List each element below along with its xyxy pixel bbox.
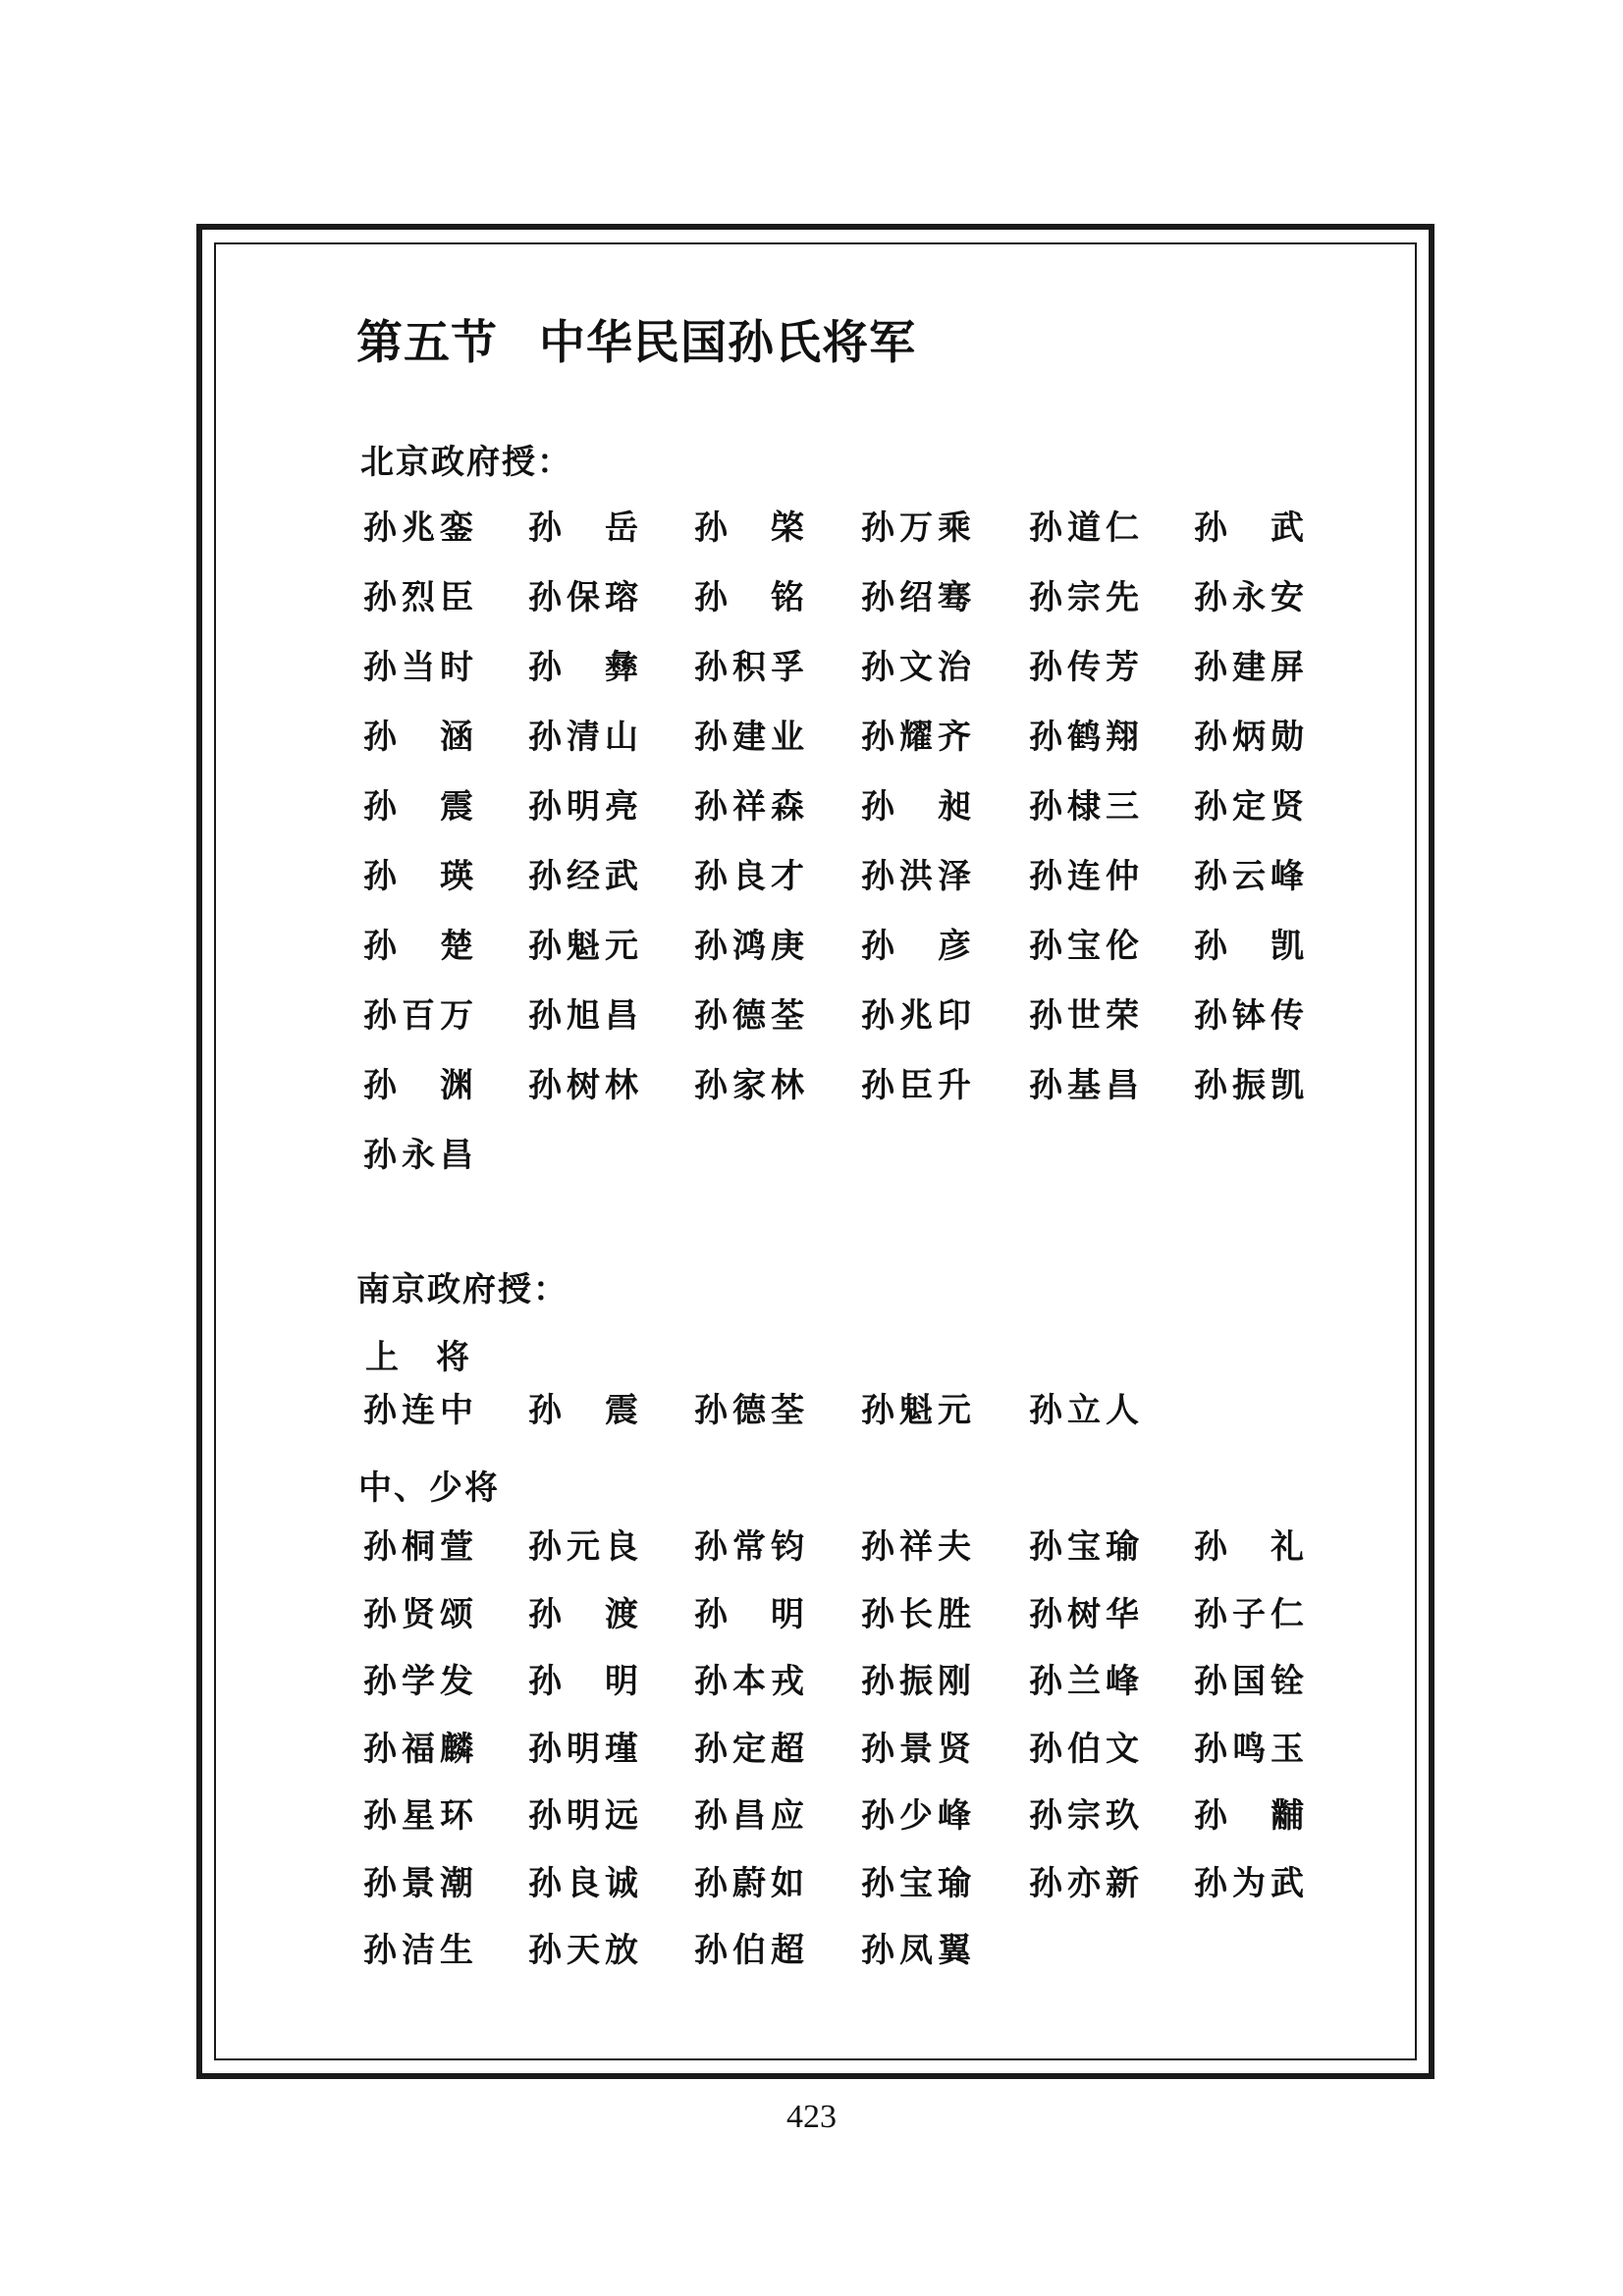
name-entry: 孙 凤 翼 [861,1931,971,1970]
name-entry: 孙 洪 泽 [861,857,971,896]
name-entry: 孙 凯 [1194,927,1304,966]
beijing-heading: 北京政府授： [360,443,572,482]
name-entry: 孙 宝 瑜 [861,1863,971,1903]
name-entry: 孙 良 才 [694,857,804,896]
name-entry: 孙 明 [528,1662,638,1701]
name-entry: 孙 建 屏 [1194,648,1304,687]
name-entry: 孙 渊 [363,1066,473,1105]
name-entry: 孙 德 荃 [694,996,804,1036]
name-entry: 孙 礼 [1194,1527,1304,1567]
name-entry: 孙 旭 昌 [528,996,638,1036]
name-entry: 孙 振 刚 [861,1662,971,1701]
name-entry: 孙 文 治 [861,648,971,687]
name-entry: 孙 瑛 [363,857,473,896]
name-entry: 孙 涵 [363,718,473,757]
page-number: 423 [786,2099,837,2135]
name-entry: 孙 建 业 [694,718,804,757]
section-number: 第五节 [356,316,498,370]
name-entry: 孙 常 钧 [694,1527,804,1567]
name-entry: 孙 立 人 [1029,1391,1139,1430]
name-entry: 孙 炳 勋 [1194,718,1304,757]
name-entry: 孙 万 乘 [861,508,971,548]
name-entry: 孙 道 仁 [1029,508,1139,548]
name-entry: 孙 世 荣 [1029,996,1139,1036]
name-entry: 孙 伯 文 [1029,1729,1139,1769]
name-entry: 孙 渡 [528,1594,638,1634]
name-entry: 孙 桐 萱 [363,1527,473,1567]
name-entry: 孙 树 林 [528,1066,638,1105]
name-entry: 孙 武 [1194,508,1304,548]
name-entry: 孙 耀 齐 [861,718,971,757]
name-entry: 孙 绍 骞 [861,578,971,617]
name-entry: 孙 洁 生 [363,1931,473,1970]
name-entry: 孙 祥 森 [694,787,804,827]
name-entry: 孙 星 环 [363,1796,473,1836]
name-entry: 孙 棣 三 [1029,787,1139,827]
name-entry: 孙 兆 印 [861,996,971,1036]
name-entry: 孙 臣 升 [861,1066,971,1105]
section-title [356,306,916,372]
name-entry: 孙 宗 先 [1029,578,1139,617]
name-entry: 孙 积 孚 [694,648,804,687]
name-entry: 孙 云 峰 [1194,857,1304,896]
name-entry: 孙 长 胜 [861,1594,971,1634]
name-entry: 孙 魁 元 [528,927,638,966]
name-entry: 孙 连 仲 [1029,857,1139,896]
name-entry: 孙 震 [363,787,473,827]
name-entry: 孙 为 武 [1194,1863,1304,1903]
name-entry: 孙 清 山 [528,718,638,757]
name-entry: 孙 振 凯 [1194,1066,1304,1105]
name-entry: 孙 传 芳 [1029,648,1139,687]
name-entry: 孙 基 昌 [1029,1066,1139,1105]
name-entry: 孙 祥 夫 [861,1527,971,1567]
name-entry: 孙 楚 [363,927,473,966]
name-entry: 孙 明 远 [528,1796,638,1836]
name-entry: 孙 连 中 [363,1391,473,1430]
name-entry: 孙 岳 [528,508,638,548]
name-entry: 孙 永 昌 [363,1136,473,1175]
name-entry: 孙 当 时 [363,648,473,687]
lieutenant-generals-heading: 中、少将 [358,1468,500,1508]
name-entry: 孙 昌 应 [694,1796,804,1836]
name-entry: 孙 宝 瑜 [1029,1527,1139,1567]
name-entry: 孙 鹤 翔 [1029,718,1139,757]
name-entry: 孙 棨 [694,508,804,548]
nanjing-heading: 南京政府授： [356,1270,568,1309]
name-entry: 孙 明 瑾 [528,1729,638,1769]
name-entry: 孙 彝 [528,648,638,687]
name-entry: 孙 魁 元 [861,1391,971,1430]
name-entry: 孙 福 麟 [363,1729,473,1769]
name-entry: 孙 本 戎 [694,1662,804,1701]
name-entry: 孙 定 贤 [1194,787,1304,827]
name-entry: 孙 钵 传 [1194,996,1304,1036]
name-entry: 孙 景 贤 [861,1729,971,1769]
name-entry: 孙 昶 [861,787,971,827]
name-entry: 孙 兆 銮 [363,508,473,548]
name-entry: 孙 彦 [861,927,971,966]
name-entry: 孙 震 [528,1391,638,1430]
name-entry: 孙 亦 新 [1029,1863,1139,1903]
name-entry: 孙 定 超 [694,1729,804,1769]
name-entry: 孙 少 峰 [861,1796,971,1836]
name-entry: 孙 明 亮 [528,787,638,827]
name-entry: 孙 宗 玖 [1029,1796,1139,1836]
name-entry: 孙 明 [694,1594,804,1634]
name-entry: 孙 家 林 [694,1066,804,1105]
name-entry: 孙 伯 超 [694,1931,804,1970]
name-entry: 孙 国 铨 [1194,1662,1304,1701]
name-entry: 孙 子 仁 [1194,1594,1304,1634]
name-entry: 孙 保 瑢 [528,578,638,617]
name-entry: 孙 烈 臣 [363,578,473,617]
name-entry: 孙 经 武 [528,857,638,896]
name-entry: 孙 兰 峰 [1029,1662,1139,1701]
name-entry: 孙 鸿 庚 [694,927,804,966]
name-entry: 孙 鸣 玉 [1194,1729,1304,1769]
name-entry: 孙 铭 [694,578,804,617]
name-entry: 孙 学 发 [363,1662,473,1701]
name-entry: 孙 宝 伦 [1029,927,1139,966]
name-entry: 孙 黼 [1194,1796,1304,1836]
name-entry: 孙 良 诚 [528,1863,638,1903]
name-entry: 孙 元 良 [528,1527,638,1567]
section-title-text: 中华民国孙氏将军 [539,316,916,370]
name-entry: 孙 景 潮 [363,1863,473,1903]
name-entry: 孙 贤 颂 [363,1594,473,1634]
name-entry: 孙 百 万 [363,996,473,1036]
name-entry: 孙 树 华 [1029,1594,1139,1634]
name-entry: 孙 天 放 [528,1931,638,1970]
generals-heading: 上 将 [365,1338,471,1377]
name-entry: 孙 永 安 [1194,578,1304,617]
name-entry: 孙 德 荃 [694,1391,804,1430]
name-entry: 孙 蔚 如 [694,1863,804,1903]
